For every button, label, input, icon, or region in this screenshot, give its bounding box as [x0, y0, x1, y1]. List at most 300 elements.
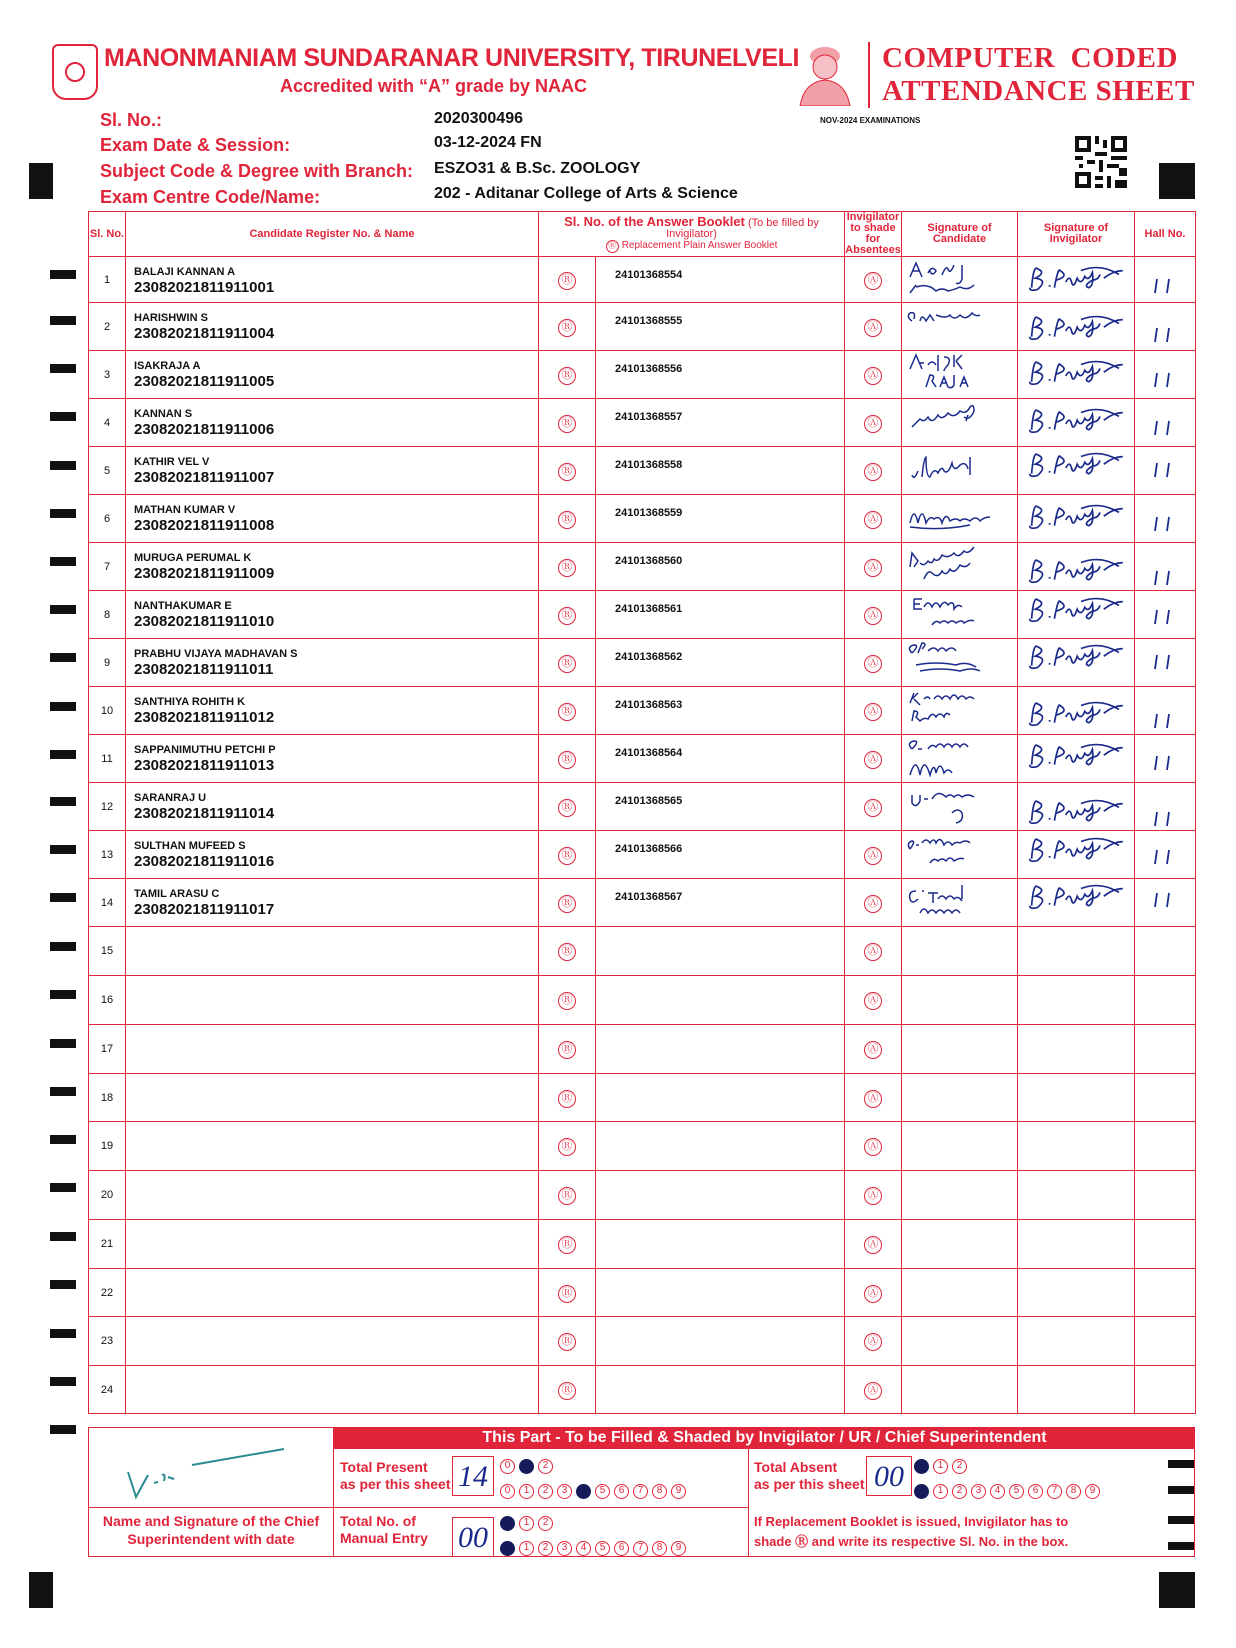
digit-bubble-1[interactable]: 1 — [933, 1484, 948, 1499]
centre-label: Exam Centre Code/Name: — [100, 187, 321, 207]
candidate-cell — [126, 1220, 539, 1269]
absent-bubble[interactable]: Ⓐ — [864, 1285, 882, 1303]
booklet-number[interactable]: 24101368561 — [596, 591, 845, 639]
absent-cell[interactable] — [845, 399, 902, 447]
absent-bubble[interactable]: Ⓐ — [864, 847, 882, 865]
absent-bubble[interactable]: Ⓐ — [864, 751, 882, 769]
invigilator-signature[interactable] — [1018, 879, 1135, 927]
hall-number-ink — [1135, 639, 1196, 687]
booklet-number[interactable] — [596, 1317, 845, 1366]
digit-bubble-9[interactable]: 9 — [671, 1541, 686, 1556]
absent-cell[interactable] — [845, 831, 902, 879]
row-sl: 20 — [89, 1171, 126, 1220]
hall-number[interactable] — [1135, 639, 1196, 687]
invigilator-signature[interactable] — [1018, 1171, 1135, 1220]
candidate-signature[interactable] — [902, 639, 1018, 687]
candidate-signature[interactable] — [902, 591, 1018, 639]
absent-cell[interactable] — [845, 1074, 902, 1122]
absent-cell[interactable] — [845, 783, 902, 831]
digit-bubble-9[interactable]: 9 — [671, 1484, 686, 1499]
hall-number[interactable] — [1135, 1025, 1196, 1074]
digit-bubble-8[interactable]: 8 — [1066, 1484, 1081, 1499]
booklet-number[interactable]: 24101368559 — [596, 495, 845, 543]
total-present-tens-bubbles[interactable] — [500, 1455, 557, 1472]
invigilator-signature[interactable] — [1018, 257, 1135, 303]
invigilator-signature[interactable] — [1018, 1122, 1135, 1171]
replacement-bubble[interactable]: Ⓡ — [558, 1382, 576, 1400]
hall-number[interactable] — [1135, 351, 1196, 399]
invigilator-signature[interactable] — [1018, 1317, 1135, 1366]
candidate-signature[interactable] — [902, 976, 1018, 1025]
absent-cell[interactable] — [845, 257, 902, 303]
candidate-signature-ink — [902, 735, 1018, 783]
digit-bubble-7[interactable]: 7 — [633, 1541, 648, 1556]
digit-bubble-0[interactable] — [914, 1484, 929, 1499]
hall-number[interactable] — [1135, 591, 1196, 639]
booklet-number[interactable] — [596, 1025, 845, 1074]
replacement-cell[interactable] — [539, 351, 596, 399]
replacement-cell[interactable] — [539, 927, 596, 976]
sheet-title-line2: ATTENDANCE SHEET — [882, 75, 1195, 107]
booklet-number[interactable]: 24101368562 — [596, 639, 845, 687]
booklet-number[interactable]: 24101368560 — [596, 543, 845, 591]
replacement-cell[interactable] — [539, 783, 596, 831]
hall-number[interactable] — [1135, 976, 1196, 1025]
replacement-cell[interactable] — [539, 257, 596, 303]
table-row — [89, 976, 1196, 1025]
digit-bubble-6[interactable]: 6 — [614, 1484, 629, 1499]
candidate-cell — [126, 831, 539, 879]
total-absent-entry[interactable]: 00 — [866, 1456, 912, 1496]
replacement-bubble[interactable]: Ⓡ — [558, 1187, 576, 1205]
digit-bubble-2[interactable]: 2 — [952, 1459, 967, 1474]
candidate-signature[interactable] — [902, 543, 1018, 591]
total-absent-units-bubbles[interactable] — [914, 1480, 1104, 1497]
booklet-number[interactable] — [596, 1269, 845, 1317]
digit-bubble-0[interactable] — [914, 1459, 929, 1474]
absent-cell[interactable] — [845, 1171, 902, 1220]
manual-entry-tens-bubbles[interactable] — [500, 1512, 557, 1529]
candidate-signature-ink — [902, 831, 1018, 879]
digit-bubble-6[interactable]: 6 — [614, 1541, 629, 1556]
candidate-signature[interactable] — [902, 1269, 1018, 1317]
row-sl: 23 — [89, 1317, 126, 1366]
absent-bubble[interactable]: Ⓐ — [864, 511, 882, 529]
invigilator-signature[interactable] — [1018, 976, 1135, 1025]
booklet-number[interactable]: 24101368555 — [596, 303, 845, 351]
candidate-signature[interactable] — [902, 927, 1018, 976]
digit-bubble-8[interactable]: 8 — [652, 1484, 667, 1499]
absent-bubble[interactable]: Ⓐ — [864, 703, 882, 721]
hall-number-ink — [1135, 879, 1196, 927]
exam-date-value: 03-12-2024 FN — [434, 134, 542, 151]
invigilator-signature[interactable] — [1018, 1220, 1135, 1269]
hall-number[interactable] — [1135, 495, 1196, 543]
manual-entry-units-bubbles[interactable] — [500, 1537, 690, 1554]
absent-cell[interactable] — [845, 1220, 902, 1269]
hall-number[interactable] — [1135, 831, 1196, 879]
replacement-bubble[interactable]: Ⓡ — [558, 1285, 576, 1303]
digit-bubble-5[interactable]: 5 — [595, 1541, 610, 1556]
replacement-bubble[interactable]: Ⓡ — [558, 511, 576, 529]
invigilator-signature-ink — [1018, 257, 1135, 303]
hall-number-ink — [1135, 257, 1196, 303]
hall-number[interactable] — [1135, 1269, 1196, 1317]
hall-number[interactable] — [1135, 1074, 1196, 1122]
hall-number[interactable] — [1135, 879, 1196, 927]
timing-mark — [50, 364, 76, 373]
hall-number[interactable] — [1135, 1122, 1196, 1171]
candidate-signature-ink — [902, 351, 1018, 399]
candidate-signature[interactable] — [902, 1122, 1018, 1171]
booklet-number[interactable] — [596, 1366, 845, 1414]
timing-mark — [50, 270, 76, 279]
corner-marker — [1159, 1572, 1195, 1608]
candidate-signature[interactable] — [902, 447, 1018, 495]
replacement-bubble[interactable]: Ⓡ — [558, 272, 576, 290]
replacement-cell[interactable] — [539, 1220, 596, 1269]
timing-mark — [50, 1377, 76, 1386]
accreditation-text: Accredited with “A” grade by NAAC — [280, 76, 588, 96]
invigilator-signature-ink — [1018, 447, 1135, 495]
invigilator-signature[interactable] — [1018, 495, 1135, 543]
replacement-bubble[interactable]: Ⓡ — [558, 751, 576, 769]
table-header-row — [89, 212, 1196, 257]
table-row — [89, 543, 1196, 591]
replacement-cell[interactable] — [539, 303, 596, 351]
candidate-signature[interactable] — [902, 1317, 1018, 1366]
absent-cell[interactable] — [845, 927, 902, 976]
absent-bubble[interactable]: Ⓐ — [864, 319, 882, 337]
absent-cell[interactable] — [845, 495, 902, 543]
replacement-cell[interactable] — [539, 976, 596, 1025]
digit-bubble-6[interactable]: 6 — [1028, 1484, 1043, 1499]
candidate-signature[interactable] — [902, 1171, 1018, 1220]
absent-bubble[interactable]: Ⓐ — [864, 1090, 882, 1108]
absent-bubble[interactable]: Ⓐ — [864, 895, 882, 913]
candidate-signature-ink — [902, 303, 1018, 351]
candidate-name: KANNAN S — [134, 408, 193, 420]
replacement-cell[interactable] — [539, 687, 596, 735]
booklet-number[interactable]: 24101368564 — [596, 735, 845, 783]
absent-bubble[interactable]: Ⓐ — [864, 367, 882, 385]
candidate-signature[interactable] — [902, 351, 1018, 399]
absent-cell[interactable] — [845, 303, 902, 351]
absent-cell[interactable] — [845, 1317, 902, 1366]
absent-bubble[interactable]: Ⓐ — [864, 415, 882, 433]
absent-bubble[interactable]: Ⓐ — [864, 1382, 882, 1400]
absent-bubble[interactable]: Ⓐ — [864, 799, 882, 817]
absent-cell[interactable] — [845, 1269, 902, 1317]
row-sl: 22 — [89, 1269, 126, 1317]
absent-cell[interactable] — [845, 591, 902, 639]
candidate-signature[interactable] — [902, 303, 1018, 351]
candidate-signature[interactable] — [902, 735, 1018, 783]
table-row — [89, 257, 1196, 303]
hall-number[interactable] — [1135, 1220, 1196, 1269]
replacement-bubble[interactable]: Ⓡ — [558, 1236, 576, 1254]
invigilator-signature[interactable] — [1018, 591, 1135, 639]
replacement-bubble[interactable]: Ⓡ — [558, 415, 576, 433]
timing-mark — [50, 1329, 76, 1338]
invigilator-signature[interactable] — [1018, 927, 1135, 976]
digit-bubble-3[interactable]: 3 — [557, 1484, 572, 1499]
candidate-signature-ink — [902, 639, 1018, 687]
candidate-name: MURUGA PERUMAL K — [134, 552, 252, 564]
replacement-cell[interactable] — [539, 879, 596, 927]
booklet-number[interactable]: 24101368554 — [596, 257, 845, 303]
absent-cell[interactable] — [845, 351, 902, 399]
replacement-bubble[interactable]: Ⓡ — [558, 367, 576, 385]
candidate-signature[interactable] — [902, 783, 1018, 831]
digit-bubble-4[interactable]: 4 — [990, 1484, 1005, 1499]
replacement-cell[interactable] — [539, 1025, 596, 1074]
table-row — [89, 1025, 1196, 1074]
invigilator-signature[interactable] — [1018, 1074, 1135, 1122]
invigilator-signature[interactable] — [1018, 1366, 1135, 1414]
replacement-cell[interactable] — [539, 1171, 596, 1220]
booklet-number[interactable]: 24101368565 — [596, 783, 845, 831]
digit-bubble-0[interactable] — [500, 1541, 515, 1556]
candidate-signature[interactable] — [902, 1366, 1018, 1414]
digit-bubble-1[interactable] — [519, 1459, 534, 1474]
timing-mark — [50, 1183, 76, 1192]
total-absent-tens-bubbles[interactable] — [914, 1455, 971, 1472]
candidate-name: BALAJI KANNAN A — [134, 266, 236, 278]
timing-mark — [50, 653, 76, 662]
table-row — [89, 783, 1196, 831]
invigilator-signature[interactable] — [1018, 639, 1135, 687]
candidate-signature[interactable] — [902, 687, 1018, 735]
replacement-bubble[interactable]: Ⓡ — [558, 319, 576, 337]
absent-bubble[interactable]: Ⓐ — [864, 1333, 882, 1351]
digit-bubble-3[interactable]: 3 — [971, 1484, 986, 1499]
hall-number[interactable] — [1135, 257, 1196, 303]
candidate-cell — [126, 591, 539, 639]
replacement-bubble[interactable]: Ⓡ — [558, 703, 576, 721]
hall-number[interactable] — [1135, 927, 1196, 976]
invigilator-signature[interactable] — [1018, 735, 1135, 783]
absent-bubble[interactable]: Ⓐ — [864, 1041, 882, 1059]
booklet-number[interactable]: 24101368566 — [596, 831, 845, 879]
replacement-cell[interactable] — [539, 831, 596, 879]
absent-cell[interactable] — [845, 1366, 902, 1414]
candidate-signature[interactable] — [902, 1074, 1018, 1122]
digit-bubble-5[interactable]: 5 — [595, 1484, 610, 1499]
digit-bubble-5[interactable]: 5 — [1009, 1484, 1024, 1499]
hall-number[interactable] — [1135, 735, 1196, 783]
booklet-number[interactable] — [596, 1171, 845, 1220]
header-hall: Hall No. — [1135, 212, 1196, 257]
digit-bubble-7[interactable]: 7 — [633, 1484, 648, 1499]
register-number: 23082021811911011 — [134, 661, 274, 678]
replacement-cell[interactable] — [539, 495, 596, 543]
absent-cell[interactable] — [845, 687, 902, 735]
manual-entry-box[interactable]: 00 — [452, 1517, 494, 1557]
booklet-number[interactable]: 24101368563 — [596, 687, 845, 735]
booklet-number[interactable]: 24101368558 — [596, 447, 845, 495]
hall-number-ink — [1135, 303, 1196, 351]
absent-bubble[interactable]: Ⓐ — [864, 655, 882, 673]
invigilator-signature[interactable] — [1018, 351, 1135, 399]
absent-cell[interactable] — [845, 879, 902, 927]
absent-cell[interactable] — [845, 543, 902, 591]
digit-bubble-4[interactable] — [576, 1484, 591, 1499]
replacement-cell[interactable] — [539, 1269, 596, 1317]
candidate-cell — [126, 399, 539, 447]
absent-bubble[interactable]: Ⓐ — [864, 1187, 882, 1205]
candidate-signature[interactable] — [902, 1025, 1018, 1074]
digit-bubble-1[interactable]: 1 — [933, 1459, 948, 1474]
replacement-bubble[interactable]: Ⓡ — [558, 463, 576, 481]
candidate-signature[interactable] — [902, 1220, 1018, 1269]
replacement-cell[interactable] — [539, 1074, 596, 1122]
replacement-cell[interactable] — [539, 543, 596, 591]
replacement-bubble[interactable]: Ⓡ — [558, 895, 576, 913]
invigilator-signature[interactable] — [1018, 783, 1135, 831]
header-sl: Sl. No. — [89, 212, 126, 257]
digit-bubble-1[interactable]: 1 — [519, 1516, 534, 1531]
booklet-number[interactable] — [596, 976, 845, 1025]
register-number: 23082021811911007 — [134, 469, 275, 486]
qr-code-icon — [1075, 136, 1127, 188]
invigilator-signature[interactable] — [1018, 831, 1135, 879]
candidate-signature[interactable] — [902, 495, 1018, 543]
booklet-number[interactable] — [596, 1122, 845, 1171]
replacement-bubble[interactable]: Ⓡ — [558, 607, 576, 625]
hall-number[interactable] — [1135, 447, 1196, 495]
replacement-cell[interactable] — [539, 447, 596, 495]
booklet-number[interactable] — [596, 1074, 845, 1122]
absent-bubble[interactable]: Ⓐ — [864, 607, 882, 625]
absent-bubble[interactable]: Ⓐ — [864, 943, 882, 961]
table-row — [89, 1171, 1196, 1220]
replacement-bubble[interactable]: Ⓡ — [558, 992, 576, 1010]
replacement-bubble[interactable]: Ⓡ — [558, 1138, 576, 1156]
replacement-bubble[interactable]: Ⓡ — [558, 559, 576, 577]
hall-number[interactable] — [1135, 1366, 1196, 1414]
digit-bubble-0[interactable]: 0 — [500, 1484, 515, 1499]
replacement-cell[interactable] — [539, 591, 596, 639]
total-present-units-bubbles[interactable] — [500, 1480, 690, 1497]
absent-bubble[interactable]: Ⓐ — [864, 272, 882, 290]
candidate-signature[interactable] — [902, 399, 1018, 447]
candidate-name: NANTHAKUMAR E — [134, 600, 232, 612]
hall-number[interactable] — [1135, 783, 1196, 831]
absent-bubble[interactable]: Ⓐ — [864, 992, 882, 1010]
absent-bubble[interactable]: Ⓐ — [864, 559, 882, 577]
candidate-signature-ink — [902, 257, 1018, 303]
digit-bubble-2[interactable]: 2 — [538, 1484, 553, 1499]
replacement-cell[interactable] — [539, 1366, 596, 1414]
absent-cell[interactable] — [845, 976, 902, 1025]
digit-bubble-0[interactable] — [500, 1516, 515, 1531]
absent-bubble[interactable]: Ⓐ — [864, 1138, 882, 1156]
replacement-cell[interactable] — [539, 1317, 596, 1366]
table-row — [89, 303, 1196, 351]
replacement-bubble[interactable]: Ⓡ — [558, 943, 576, 961]
table-row — [89, 1269, 1196, 1317]
total-present-entry[interactable]: 14 — [452, 1456, 494, 1496]
hall-number[interactable] — [1135, 543, 1196, 591]
timing-mark — [50, 605, 76, 614]
hall-number[interactable] — [1135, 399, 1196, 447]
hall-number[interactable] — [1135, 687, 1196, 735]
candidate-cell — [126, 879, 539, 927]
booklet-number[interactable]: 24101368557 — [596, 399, 845, 447]
footer-banner: This Part - To be Filled & Shaded by Invigilator / UR / Chief Superintendent — [334, 1427, 1195, 1449]
invigilator-signature[interactable] — [1018, 303, 1135, 351]
candidate-cell — [126, 639, 539, 687]
candidate-signature[interactable] — [902, 831, 1018, 879]
register-number: 23082021811911010 — [134, 613, 275, 630]
absent-cell[interactable] — [845, 735, 902, 783]
row-sl: 15 — [89, 927, 126, 976]
replacement-bubble[interactable]: Ⓡ — [558, 799, 576, 817]
absent-cell[interactable] — [845, 447, 902, 495]
replacement-bubble[interactable]: Ⓡ — [558, 655, 576, 673]
digit-bubble-9[interactable]: 9 — [1085, 1484, 1100, 1499]
invigilator-signature[interactable] — [1018, 543, 1135, 591]
absent-cell[interactable] — [845, 639, 902, 687]
invigilator-signature[interactable] — [1018, 1025, 1135, 1074]
candidate-cell — [126, 303, 539, 351]
digit-bubble-0[interactable]: 0 — [500, 1459, 515, 1474]
digit-bubble-8[interactable]: 8 — [652, 1541, 667, 1556]
absent-bubble[interactable]: Ⓐ — [864, 463, 882, 481]
replacement-bubble[interactable]: Ⓡ — [558, 1333, 576, 1351]
booklet-number[interactable]: 24101368556 — [596, 351, 845, 399]
candidate-signature[interactable] — [902, 879, 1018, 927]
digit-bubble-3[interactable]: 3 — [557, 1541, 572, 1556]
digit-bubble-7[interactable]: 7 — [1047, 1484, 1062, 1499]
digit-bubble-1[interactable]: 1 — [519, 1541, 534, 1556]
candidate-signature[interactable] — [902, 257, 1018, 303]
replacement-cell[interactable] — [539, 639, 596, 687]
invigilator-signature[interactable] — [1018, 447, 1135, 495]
invigilator-signature-ink — [1018, 303, 1135, 351]
replacement-cell[interactable] — [539, 735, 596, 783]
digit-bubble-2[interactable]: 2 — [538, 1516, 553, 1531]
replacement-bubble[interactable]: Ⓡ — [558, 1041, 576, 1059]
invigilator-signature[interactable] — [1018, 1269, 1135, 1317]
replacement-cell[interactable] — [539, 399, 596, 447]
invigilator-signature[interactable] — [1018, 687, 1135, 735]
header-sig-candidate: Signature of Candidate — [902, 212, 1018, 257]
manual-entry-label — [340, 1513, 428, 1547]
replacement-bubble[interactable]: Ⓡ — [558, 1090, 576, 1108]
invigilator-signature[interactable] — [1018, 399, 1135, 447]
booklet-number[interactable]: 24101368567 — [596, 879, 845, 927]
hall-number[interactable] — [1135, 1171, 1196, 1220]
replacement-cell[interactable] — [539, 1122, 596, 1171]
digit-bubble-1[interactable]: 1 — [519, 1484, 534, 1499]
hall-number[interactable] — [1135, 303, 1196, 351]
absent-cell[interactable] — [845, 1025, 902, 1074]
hall-number[interactable] — [1135, 1317, 1196, 1366]
digit-bubble-2[interactable]: 2 — [538, 1459, 553, 1474]
digit-bubble-4[interactable]: 4 — [576, 1541, 591, 1556]
digit-bubble-2[interactable]: 2 — [952, 1484, 967, 1499]
booklet-number[interactable] — [596, 927, 845, 976]
absent-cell[interactable] — [845, 1122, 902, 1171]
booklet-number[interactable] — [596, 1220, 845, 1269]
absent-bubble[interactable]: Ⓐ — [864, 1236, 882, 1254]
replacement-bubble[interactable]: Ⓡ — [558, 847, 576, 865]
hall-number-ink — [1135, 591, 1196, 639]
digit-bubble-2[interactable]: 2 — [538, 1541, 553, 1556]
candidate-name: ISAKRAJA A — [134, 360, 201, 372]
